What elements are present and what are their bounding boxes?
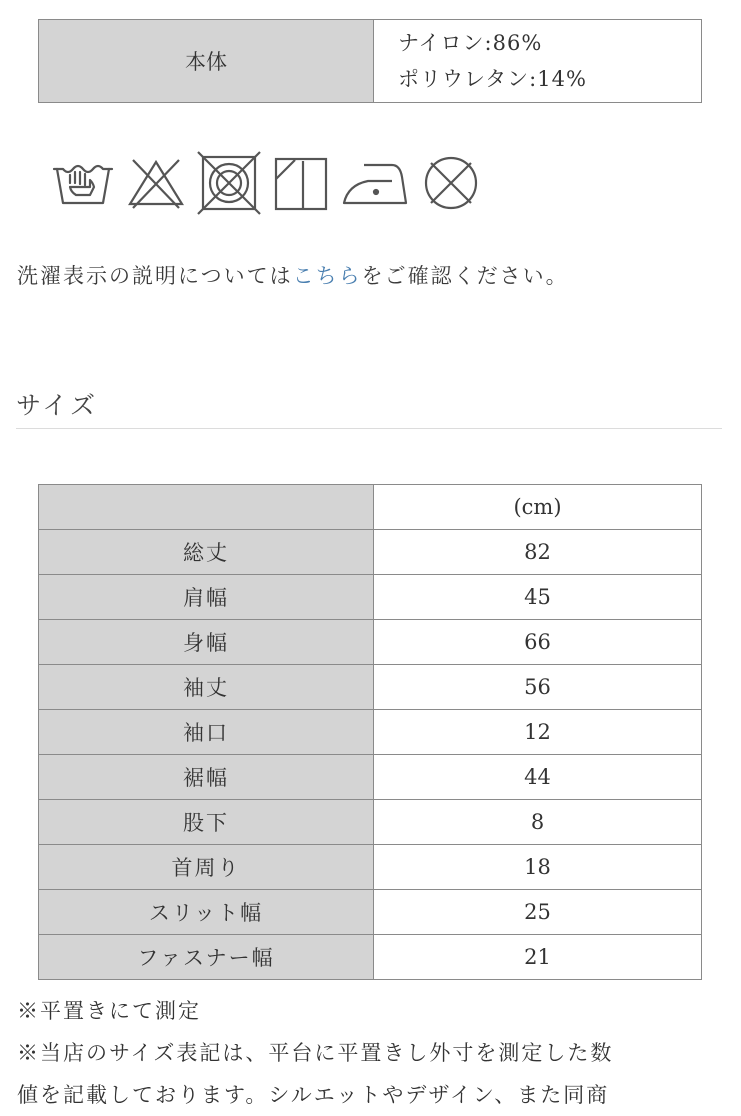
table-row [39,575,702,620]
care-note-suffix: をご確認ください。 [361,264,569,288]
size-value: 44 [374,755,702,800]
table-row [39,665,702,710]
size-name: 裾幅 [39,755,374,800]
size-value: 56 [374,665,702,710]
care-note-text: 洗濯表示の説明については [17,264,293,288]
table-row [39,620,702,665]
no-tumble-dry-icon [196,150,262,216]
material-table [38,19,702,103]
material-line-nylon: ナイロン:86% [398,31,543,55]
size-name: 総丈 [39,530,374,575]
size-name: 身幅 [39,620,374,665]
care-label-note [17,260,569,290]
size-value: 82 [374,530,702,575]
footnote-line: 値を記載しております。シルエットやデザイン、また同商 [17,1083,610,1107]
size-name: 首周り [39,845,374,890]
size-name: 股下 [39,800,374,845]
unit-header: (cm) [374,485,702,530]
low-iron-icon [340,155,410,211]
table-row [39,530,702,575]
size-name: 袖口 [39,710,374,755]
line-dry-shade-icon [271,153,331,213]
size-value: 21 [374,935,702,980]
size-table [38,484,702,980]
care-guide-link[interactable]: こちら [292,264,362,288]
size-value: 12 [374,710,702,755]
size-name: 袖丈 [39,665,374,710]
size-value: 25 [374,890,702,935]
size-value: 45 [374,575,702,620]
header-blank-cell [39,485,374,530]
table-row [39,935,702,980]
hand-wash-icon [50,153,116,213]
measurement-notes [17,990,732,1116]
section-divider [16,428,722,429]
size-value: 8 [374,800,702,845]
no-dry-clean-icon [419,151,483,215]
size-name: 肩幅 [39,575,374,620]
table-row [39,755,702,800]
size-value: 18 [374,845,702,890]
table-row [39,845,702,890]
size-heading: サイズ [16,391,99,420]
size-name: ファスナー幅 [39,935,374,980]
no-bleach-icon [125,152,187,214]
size-table-header [39,485,702,530]
material-composition [374,20,702,103]
table-row [39,800,702,845]
table-row [39,710,702,755]
size-value: 66 [374,620,702,665]
size-name: スリット幅 [39,890,374,935]
footnote-line: ※当店のサイズ表記は、平台に平置きし外寸を測定した数 [17,1041,614,1065]
care-icons [50,150,492,216]
material-line-polyurethane: ポリウレタン:14% [398,67,587,91]
material-label: 本体 [39,20,374,103]
footnote-line: ※平置きにて測定 [17,999,201,1023]
table-row [39,890,702,935]
